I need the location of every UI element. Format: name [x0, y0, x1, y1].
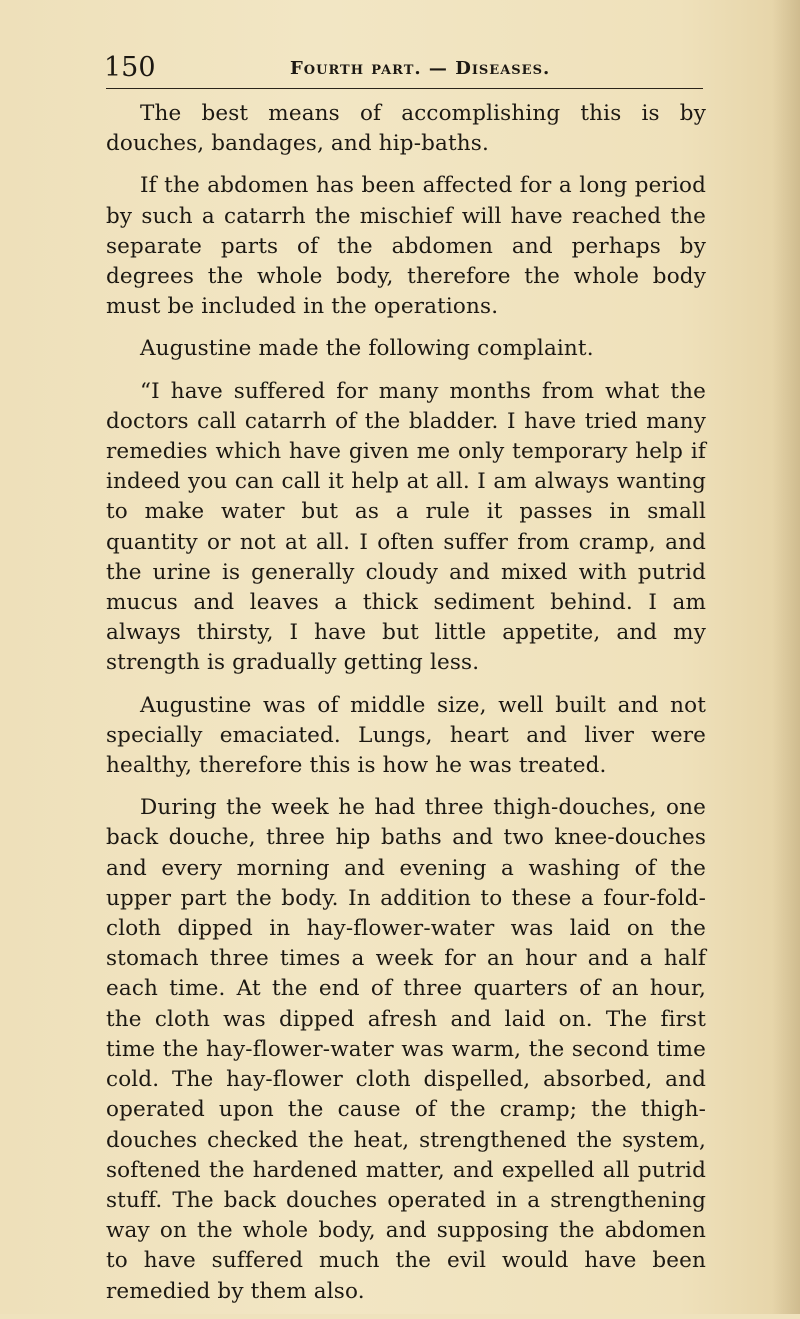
paragraph: If the abdomen has been affected for a long period by such a catarrh the mischief will have reached the separate parts of the abdomen and perhaps by degrees the whole body, therefore the whole body must be included in the operations. — [106, 173, 706, 320]
page-edge-shadow — [772, 0, 800, 1314]
page-header — [104, 50, 704, 90]
header-rule — [106, 88, 703, 89]
paragraph: “I have suffered for many months from what the doctors call catarrh of the bladder. I have tried many remedies which have given me only temporary help if indeed you can call it help at all. I am always wanting to make water but as a rule it passes in small quantity or not at all. I often suffer from cramp, and the urine is generally cloudy and mixed with putrid mucus and leaves a thick sediment behind. I am always thirsty, I have but little appetite, and my strength is gradually getting less. — [106, 378, 706, 676]
paragraph: The best means of accomplishing this is by douches, bandages, and hip-baths. — [106, 101, 706, 157]
running-head: Fourth part. — Diseases. — [290, 58, 551, 79]
page-number: 150 — [104, 52, 156, 83]
paragraph: During the week he had three thigh-douches, one back douche, three hip baths and two knee-douches and every morning and evening a washing of the upper part the body. In addition to these a four-fold-cloth dipped in hay-flower-water was laid on the stomach three times a week for an hour and a half each time. At the end of three quarters of an hour, the cloth was dipped afresh and laid on. The first time the hay-flower-water was warm, the second time cold. The hay-flower cloth dispelled, absorbed, and operated upon the cause of the cramp; the thigh-douches checked the heat, strengthened the system, softened the hardened matter, and expelled all putrid stuff. The back douches operated in a strengthening way on the whole body, and supposing the abdomen to have suffered much the evil would have been remedied by them also. — [106, 795, 706, 1304]
paragraph: Augustine was of middle size, well built and not specially emaciated. Lungs, heart and liver were healthy, therefore this is how he was treated. — [106, 692, 706, 779]
paragraph: Augustine made the following complaint. — [140, 336, 594, 362]
body-text — [106, 99, 706, 1319]
